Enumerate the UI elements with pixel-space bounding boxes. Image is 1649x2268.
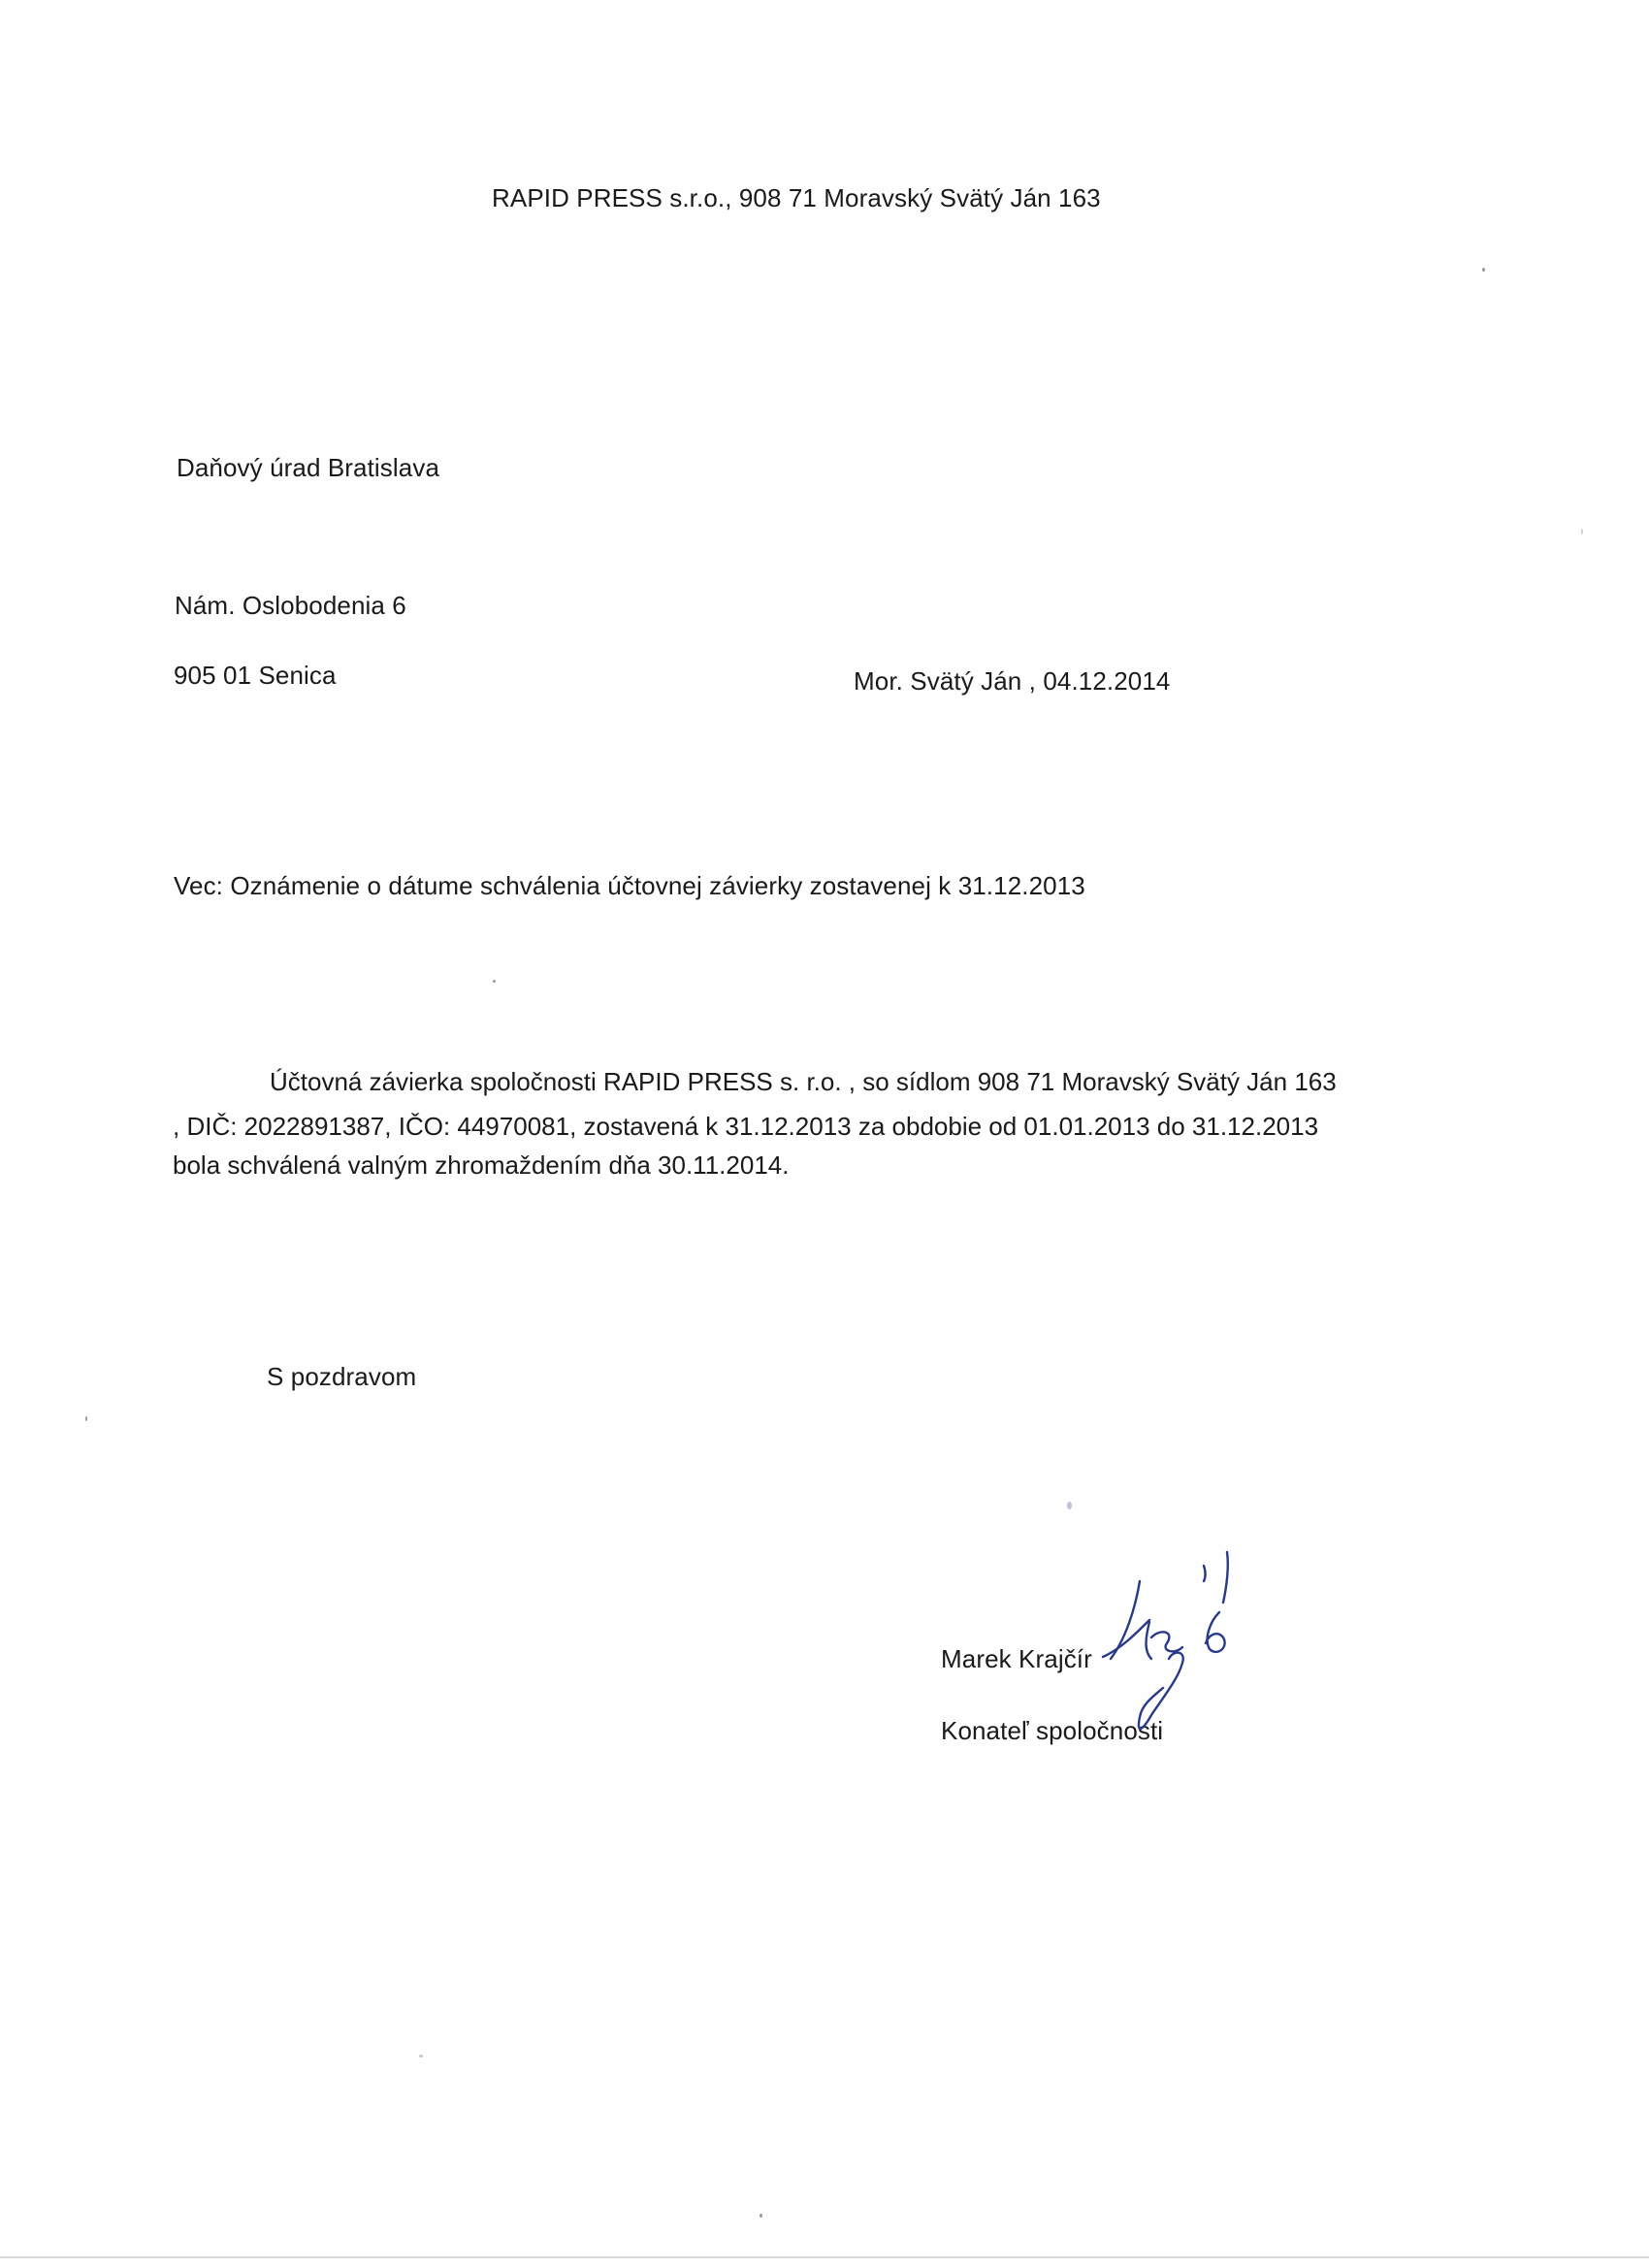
scan-speck bbox=[1482, 268, 1485, 272]
body-line-3: bola schválená valným zhromaždením dňa 30.11.2014. bbox=[173, 1150, 790, 1180]
scan-speck bbox=[1067, 1502, 1072, 1509]
scan-speck bbox=[493, 980, 496, 983]
letterhead: RAPID PRESS s.r.o., 908 71 Moravský Svätý Ján 163 bbox=[492, 183, 1101, 212]
body-line-2: , DIČ: 2022891387, IČO: 44970081, zostavená k 31.12.2013 za obdobie od 01.01.2013 do 31.12.2013 bbox=[173, 1112, 1319, 1141]
signatory-role: Konateľ spoločnosti bbox=[941, 1716, 1164, 1745]
subject-line: Vec: Oznámenie o dátume schválenia účtovnej závierky zostavenej k 31.12.2013 bbox=[174, 871, 1085, 900]
handwritten-signature bbox=[1082, 1542, 1276, 1785]
scan-speck bbox=[760, 2214, 762, 2218]
recipient-street: Nám. Oslobodenia 6 bbox=[175, 591, 406, 620]
body-line-1: Účtovná závierka spoločnosti RAPID PRESS s. r.o. , so sídlom 908 71 Moravský Svätý Ján 163 bbox=[270, 1067, 1337, 1096]
recipient-city: 905 01 Senica bbox=[174, 661, 337, 690]
recipient-name: Daňový úrad Bratislava bbox=[177, 453, 439, 482]
closing-greeting: S pozdravom bbox=[267, 1362, 417, 1391]
place-and-date: Mor. Svätý Ján , 04.12.2014 bbox=[854, 666, 1171, 696]
scan-speck bbox=[419, 2055, 423, 2057]
scan-speck bbox=[85, 1416, 87, 1421]
signatory-name: Marek Krajčír bbox=[941, 1644, 1092, 1673]
letter-body bbox=[173, 1059, 1414, 1187]
scan-edge bbox=[0, 2256, 1649, 2258]
scan-speck bbox=[1581, 529, 1583, 535]
